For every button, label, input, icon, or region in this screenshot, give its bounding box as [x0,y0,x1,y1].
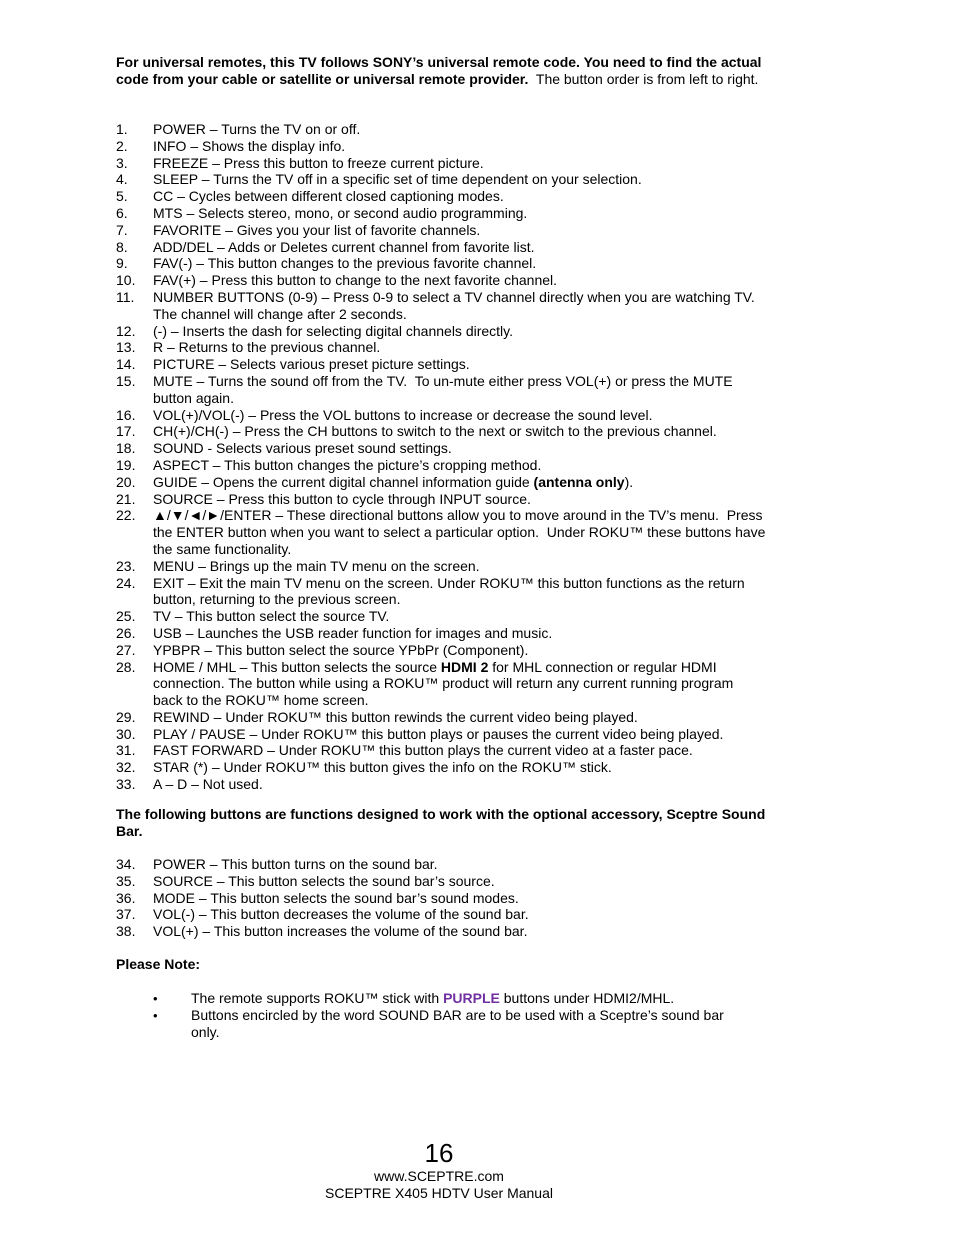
list-item [116,205,766,222]
item-number: 7. [116,221,128,238]
item-number: 18. [116,440,136,457]
note-item [153,1007,753,1041]
item-text: FAST FORWARD – Under ROKU™ this button plays the current video at a faster pace. [153,742,693,759]
list-item [116,856,766,873]
item-text: FAV(-) – This button changes to the previous favorite channel. [153,255,537,272]
list-item [116,491,766,508]
list-item [116,890,766,907]
item-number: 21. [116,490,136,507]
item-number: 24. [116,574,136,591]
item-text: PLAY / PAUSE – Under ROKU™ this button plays or pauses the current video being played. [153,725,724,742]
note-title: Please Note: [116,956,201,972]
item-number: 25. [116,608,136,625]
item-text: VOL(+) – This button increases the volume of the sound bar. [153,923,528,940]
item-number: 37. [116,906,136,923]
item-text: CH(+)/CH(-) – Press the CH buttons to switch to the next or switch to the previous channel. [153,423,717,440]
page-number: 16 [424,1138,454,1168]
list-item [116,255,766,272]
bullet-icon: • [153,991,158,1006]
item-number: 33. [116,776,136,793]
notes-list [153,990,753,1041]
list-item [116,171,766,188]
item-text: PICTURE – Selects various preset picture settings. [153,356,470,373]
intro-normal-text: The button order is from left to right. [528,71,759,87]
list-item [116,726,766,743]
item-number: 1. [116,121,128,137]
item-text: SOURCE – Press this button to cycle through INPUT source. [153,490,531,507]
item-text: VOL(+)/VOL(-) – Press the VOL buttons to increase or decrease the sound level. [153,406,653,423]
item-text: MODE – This button selects the sound bar’s sound modes. [153,889,519,906]
item-text: SOURCE – This button selects the sound bar’s source. [153,872,495,889]
item-text: SLEEP – Turns the TV off in a specific set of time dependent on your selection. [153,171,642,188]
list-item [116,373,766,407]
item-number: 10. [116,272,136,289]
item-number: 32. [116,759,136,776]
item-number: 4. [116,171,128,188]
remote-button-list [116,121,770,793]
item-number: 23. [116,557,136,574]
item-number: 3. [116,154,128,171]
item-number: 20. [116,473,136,490]
item-number: 30. [116,725,136,742]
list-item [116,923,766,940]
list-item [116,642,766,659]
item-text: INFO – Shows the display info. [153,137,346,154]
list-item [116,873,766,890]
item-number: 38. [116,923,136,940]
note-text: buttons under HDMI2/MHL. [499,990,675,1006]
item-text: FREEZE – Press this button to freeze current picture. [153,154,484,171]
item-number: 36. [116,889,136,906]
item-text: MTS – Selects stereo, mono, or second audio programming. [153,204,528,221]
footer-manual-title: SCEPTRE X405 HDTV User Manual [325,1185,553,1201]
item-text: POWER – This button turns on the sound bar. [153,856,438,872]
soundbar-button-list [116,856,766,940]
item-text: EXIT – Exit the main TV menu on the screen. Under ROKU™ this button functions as the return button, returning to the previous screen. [153,574,749,608]
item-text: ASPECT – This button changes the picture’s cropping method. [153,456,542,473]
item-bold-text: (antenna only [533,473,625,490]
item-text: for MHL connection or regular HDMI connection. The button while using a ROKU™ product will return any current running program back to the ROKU™ home screen. [153,658,734,709]
footer-website: www.SCEPTRE.com [374,1168,504,1184]
item-number: 5. [116,188,128,205]
item-text: YPBPR – This button select the source YPbPr (Component). [153,641,529,658]
item-bold-text: HDMI 2 [440,658,489,675]
note-text: The remote supports ROKU™ stick with [191,990,444,1006]
list-item [116,608,766,625]
list-item [116,759,766,776]
list-item [116,742,766,759]
list-item [116,906,766,923]
item-number: 26. [116,624,136,641]
list-item [116,138,766,155]
list-item [116,222,766,239]
item-number: 8. [116,238,128,255]
list-item [116,558,766,575]
item-number: 34. [116,856,136,872]
item-text: CC – Cycles between different closed captioning modes. [153,188,504,205]
item-text: VOL(-) – This button decreases the volume of the sound bar. [153,906,529,923]
item-number: 17. [116,423,136,440]
list-item [116,239,766,256]
bullet-icon: • [153,1008,158,1023]
item-text: HOME / MHL – This button selects the source [153,658,441,675]
list-item [116,507,770,557]
list-item [116,659,766,709]
item-number: 15. [116,372,136,389]
item-number: 29. [116,708,136,725]
item-text: ▲/▼/◄/►/ENTER – These directional buttons allow you to move around in the TV’s menu. Press the ENTER button when you want to select a particular option. Under ROKU™ these buttons have the same functionality. [153,507,770,557]
item-text: ADD/DEL – Adds or Deletes current channel from favorite list. [153,238,535,255]
item-text: REWIND – Under ROKU™ this button rewinds the current video being played. [153,708,638,725]
item-text: POWER – Turns the TV on or off. [153,121,361,137]
item-text: NUMBER BUTTONS (0-9) – Press 0-9 to select a TV channel directly when you are watching TV. The channel will change after 2 seconds. [153,288,759,322]
list-item [116,423,766,440]
list-item [116,339,766,356]
item-text: STAR (*) – Under ROKU™ this button gives the info on the ROKU™ stick. [153,759,612,776]
item-text: MUTE – Turns the sound off from the TV. To un-mute either press VOL(+) or press the MUTE button again. [153,372,737,406]
list-item [116,289,766,323]
list-item [116,272,766,289]
item-number: 35. [116,872,136,889]
intro-bold-text: For universal remotes, this TV follows SONY’s universal remote code. You need to find the actual code from your cable or satellite or universal remote provider. [116,54,762,87]
list-item [116,575,766,609]
item-text: TV – This button select the source TV. [153,608,390,625]
note-text: Buttons encircled by the word SOUND BAR are to be used with a Sceptre’s sound bar only. [191,1007,724,1040]
list-item [116,323,766,340]
item-number: 13. [116,339,136,356]
item-number: 9. [116,255,128,272]
item-number: 16. [116,406,136,423]
item-number: 12. [116,322,136,339]
item-text: GUIDE – Opens the current digital channel information guide [153,473,534,490]
list-item [116,155,766,172]
item-text: MENU – Brings up the main TV menu on the screen. [153,557,480,574]
list-item [116,356,766,373]
item-text: SOUND - Selects various preset sound settings. [153,440,452,457]
item-text: R – Returns to the previous channel. [153,339,381,356]
item-number: 27. [116,641,136,658]
item-number: 6. [116,204,128,221]
item-number: 31. [116,742,136,759]
item-number: 14. [116,356,136,373]
soundbar-heading: The following buttons are functions designed to work with the optional accessory, Sceptre Sound Bar. [116,806,766,839]
intro-paragraph [116,54,766,88]
item-text: A – D – Not used. [153,776,263,793]
purple-accent-text: PURPLE [443,990,500,1006]
item-number: 2. [116,137,128,154]
list-item [116,709,766,726]
item-number: 11. [116,288,135,305]
list-item [116,440,766,457]
item-number: 19. [116,456,136,473]
list-item [116,121,766,138]
item-number: 28. [116,658,136,675]
item-number: 22. [116,507,136,524]
item-text: FAVORITE – Gives you your list of favorite channels. [153,221,481,238]
list-item [116,407,766,424]
list-item [116,188,766,205]
note-item [153,990,753,1007]
list-item [116,474,766,491]
list-item [116,457,766,474]
list-item [116,776,766,793]
item-text: (-) – Inserts the dash for selecting digital channels directly. [153,322,514,339]
item-text: USB – Launches the USB reader function for images and music. [153,624,553,641]
item-text: ). [624,473,634,490]
list-item [116,625,766,642]
item-text: FAV(+) – Press this button to change to the next favorite channel. [153,272,558,289]
